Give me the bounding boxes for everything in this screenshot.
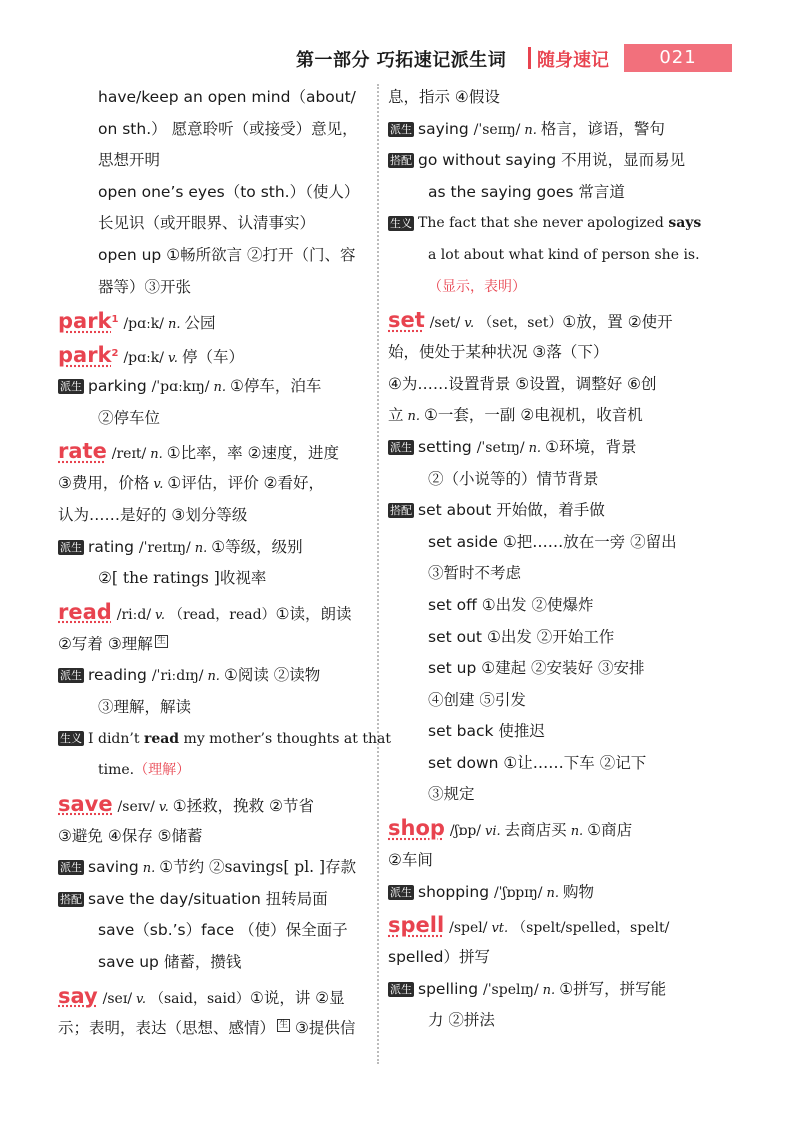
definition: 认为……是好的 ③划分等级 <box>58 505 248 524</box>
definition: （使）保全面子 <box>239 921 348 940</box>
phrase: open one’s eyes（to sth.） <box>98 182 306 201</box>
phrase: have/keep an open mind（about/ <box>98 88 356 106</box>
derived-entry-rating <box>58 532 370 564</box>
definition: ①出发 ②使爆炸 <box>481 595 594 614</box>
page-subtitle: 随身速记 <box>537 50 609 71</box>
headword-entry-park2 <box>58 337 370 371</box>
definition: 开始做，着手做 <box>496 501 605 520</box>
phrase: set back <box>428 722 494 741</box>
collocation-entry <box>388 653 700 685</box>
entry-line <box>58 114 370 146</box>
example-sentence <box>388 240 700 272</box>
definition: 常言道 <box>578 182 625 201</box>
phrase: set down <box>428 753 499 772</box>
part-of-speech: n. <box>407 409 421 425</box>
example-text: a lot about what kind of person she is. <box>428 246 700 263</box>
phrase: save（sb.’s）face <box>98 921 235 940</box>
definition: 去商店买 <box>504 821 567 840</box>
definition: ①出发 ②开始工作 <box>486 627 615 646</box>
collocation-entry <box>388 495 700 527</box>
phrase: save the day/situation <box>88 889 261 908</box>
page-header <box>0 44 800 72</box>
definition: ①节约 ②savings[ pl. ]存款 <box>159 858 357 877</box>
derived-entry-spelling <box>388 974 700 1006</box>
derived-entry-setting <box>388 432 700 464</box>
example-text: time. <box>98 762 135 779</box>
example-sentence <box>388 272 700 304</box>
meaning-tag: 生义 <box>60 732 82 745</box>
definition: 扭转局面 <box>265 889 328 908</box>
definition: 器等）③开张 <box>98 277 192 296</box>
definition: ③费用，价格 <box>58 474 150 493</box>
pronunciation: /ˈseɪɪŋ/ <box>473 121 521 138</box>
collocation-entry <box>388 177 700 209</box>
meaning-tag: 生义 <box>390 216 412 230</box>
pronunciation: /spel/ <box>449 920 488 937</box>
collocation-entry <box>388 145 700 177</box>
example-keyword: says <box>668 215 702 232</box>
part-of-speech: n. <box>194 540 208 556</box>
derived-entry-saving <box>58 852 370 884</box>
derived-entry-saying <box>388 114 700 146</box>
definition: ②[ the ratings ]收视率 <box>98 569 267 588</box>
collocation-entry <box>58 884 370 916</box>
definition: 格言，谚语，警句 <box>540 119 665 138</box>
derived-word: reading <box>88 666 147 685</box>
headword-entry-shop <box>388 811 700 845</box>
collocation-tag: 搭配 <box>390 504 412 518</box>
entry-line <box>58 177 370 209</box>
part-of-speech: n. <box>142 861 156 877</box>
definition: 购物 <box>563 882 595 901</box>
definition: ③暂时不考虑 <box>428 564 522 583</box>
definition: 储蓄，攒钱 <box>163 953 242 972</box>
collocation-entry <box>58 915 370 947</box>
definition: 立 <box>388 406 404 425</box>
part-of-speech: v. <box>136 991 146 1007</box>
definition: 力 ②拼法 <box>428 1011 495 1030</box>
definition: ①把……放在一旁 ②留出 <box>502 532 677 551</box>
phrase: set out <box>428 627 483 646</box>
derived-tag: 派生 <box>390 982 412 996</box>
derived-tag: 派生 <box>60 861 82 875</box>
entry-line <box>388 400 700 432</box>
collocation-entry <box>388 527 700 559</box>
part-of-speech: n. <box>528 440 542 456</box>
derived-word: rating <box>88 537 134 556</box>
definition: 不用说，显而易见 <box>561 151 686 170</box>
part-of-speech: n. <box>524 122 537 138</box>
definition: 长见识（或开眼界、认清事实） <box>98 214 316 233</box>
generated-meaning-marker: 生 <box>156 635 166 646</box>
definition: 使推迟 <box>498 722 545 741</box>
definition: ①读，朗读 <box>275 604 352 623</box>
headword-entry-save <box>58 787 370 821</box>
definition: ①评估，评价 ②看好， <box>167 474 325 493</box>
headword: save <box>58 791 113 816</box>
definition: ①一套，一副 ②电视机，收音机 <box>424 406 643 425</box>
definition: ④为……设置背景 ⑤设置，调整好 ⑥创 <box>388 374 657 393</box>
definition: 示；表明，表达（思想、感情） <box>58 1018 276 1037</box>
part-of-speech: n. <box>213 380 227 396</box>
example-keyword: read <box>143 730 180 747</box>
entry-line <box>58 629 370 661</box>
example-note: （理解） <box>134 762 191 779</box>
phrase: set off <box>428 595 477 614</box>
phrase: set aside <box>428 532 498 551</box>
phrase: save up <box>98 953 159 972</box>
page-title: 第一部分 巧拓速记派生词 <box>296 50 507 71</box>
definition: ①等级，级别 <box>211 537 303 556</box>
definition: ②写着 ③理解 <box>58 634 153 653</box>
collocation-entry <box>388 716 700 748</box>
example-sentence <box>388 208 700 240</box>
entry-line <box>58 403 370 435</box>
entry-line <box>388 779 700 811</box>
example-text: I didn’t <box>88 730 144 747</box>
entry-line <box>388 685 700 717</box>
pronunciation: /ˈreɪtɪŋ/ <box>138 539 191 556</box>
pronunciation: /ˈsetɪŋ/ <box>476 439 525 456</box>
derived-word: saying <box>418 119 469 138</box>
derived-word: spelling <box>418 979 479 998</box>
headword: park <box>58 343 112 368</box>
definition: 停（车） <box>181 348 244 367</box>
collocation-entry <box>388 622 700 654</box>
collocation-entry <box>388 590 700 622</box>
superscript: 1 <box>111 314 119 326</box>
superscript: 2 <box>111 348 119 360</box>
derived-word: shopping <box>418 882 490 901</box>
column-divider <box>377 84 379 1064</box>
definition: ③避免 ④保存 ⑤储蓄 <box>58 826 203 845</box>
pronunciation: /ˈpɑːkɪŋ/ <box>151 379 210 396</box>
entry-line <box>58 468 370 500</box>
part-of-speech: v. <box>168 351 178 367</box>
derived-tag: 派生 <box>390 122 412 136</box>
headword-entry-say <box>58 979 370 1013</box>
entry-line <box>388 558 700 590</box>
definition: ①拯救，挽救 ②节省 <box>172 796 314 815</box>
pronunciation: /ˈʃɒpɪŋ/ <box>493 884 543 901</box>
headword: shop <box>388 816 445 841</box>
entry-line <box>58 240 370 272</box>
headword-entry-park1 <box>58 303 370 337</box>
example-text: The fact that she never apologized <box>418 215 669 232</box>
definition: ①说，讲 ②显 <box>249 988 345 1007</box>
derived-entry-parking <box>58 371 370 403</box>
pronunciation: /pɑːk/ <box>123 350 164 367</box>
pronunciation: /set/ <box>429 315 461 332</box>
entry-line <box>58 145 370 177</box>
definition: ②停车位 <box>98 408 161 427</box>
definition: ①商店 <box>587 821 633 840</box>
verb-forms: （spelt/spelled，spelt/ <box>512 920 670 937</box>
derived-tag: 派生 <box>390 440 412 454</box>
definition: ④创建 ⑤引发 <box>428 690 526 709</box>
example-note: （显示，表明） <box>428 278 526 295</box>
collocation-tag: 搭配 <box>390 154 412 168</box>
entry-line <box>388 369 700 401</box>
definition: spelled）拼写 <box>388 948 490 967</box>
verb-forms: （read，read） <box>168 606 276 623</box>
definition: 公园 <box>184 314 216 333</box>
left-column <box>58 82 391 1044</box>
pronunciation: /reɪt/ <box>111 446 147 463</box>
derived-word: parking <box>88 377 147 396</box>
pronunciation: /seɪv/ <box>117 798 155 815</box>
phrase: set up <box>428 659 477 678</box>
definition: ②（小说等的）情节背景 <box>428 469 599 488</box>
derived-tag: 派生 <box>60 669 82 683</box>
pronunciation: /riːd/ <box>116 606 152 623</box>
pronunciation: /ˈspelɪŋ/ <box>482 981 539 998</box>
entry-line <box>58 82 370 114</box>
verb-forms: （set，set） <box>478 315 563 332</box>
definition: ①建起 ②安装好 ③安排 <box>481 659 645 678</box>
entry-line <box>388 942 700 974</box>
entry-line <box>388 1005 700 1037</box>
part-of-speech: n. <box>546 885 559 901</box>
pronunciation: /pɑːk/ <box>123 316 164 333</box>
part-of-speech: v. <box>153 477 164 493</box>
definition: ①阅读 ②读物 <box>223 666 321 685</box>
example-sentence <box>58 724 391 756</box>
headword: read <box>58 599 112 624</box>
part-of-speech: v. <box>155 607 165 623</box>
generated-meaning-marker: 生 <box>279 1019 289 1030</box>
entry-line <box>58 208 370 240</box>
collocation-tag: 搭配 <box>60 892 82 906</box>
pronunciation: /seɪ/ <box>102 990 133 1007</box>
headword-entry-set <box>388 303 700 337</box>
entry-line <box>58 1013 370 1045</box>
part-of-speech: v. <box>464 316 475 332</box>
pronunciation: /ʃɒp/ <box>449 823 482 840</box>
header-divider <box>528 47 531 69</box>
definition: ①让……下车 ②记下 <box>503 753 647 772</box>
example-sentence <box>58 755 370 787</box>
part-of-speech: n. <box>570 824 584 840</box>
phrase: on sth.） <box>98 119 167 138</box>
entry-line <box>58 821 370 853</box>
headword: spell <box>388 913 445 938</box>
derived-entry-reading <box>58 660 370 692</box>
entry-line <box>58 500 370 532</box>
page-number: 021 <box>624 44 732 72</box>
part-of-speech: n. <box>542 982 556 998</box>
part-of-speech: vi. <box>485 824 501 840</box>
phrase: open up <box>98 245 162 264</box>
verb-forms: （said，said） <box>149 990 250 1007</box>
headword-entry-spell <box>388 908 700 942</box>
collocation-entry <box>58 947 370 979</box>
derived-word: saving <box>88 858 139 877</box>
part-of-speech: v. <box>158 799 169 815</box>
pronunciation: /ˈriːdɪŋ/ <box>151 668 204 685</box>
collocation-entry <box>388 748 700 780</box>
right-column <box>388 82 700 1037</box>
definition: ①环境，背景 <box>545 437 637 456</box>
definition: 始，使处于某种状况 ③落（下） <box>388 343 609 362</box>
phrase: as the saying goes <box>428 182 574 201</box>
definition: ③规定 <box>428 785 475 804</box>
definition: ①比率，率 ②速度，进度 <box>166 444 339 463</box>
derived-entry-shopping <box>388 877 700 909</box>
definition: ①拼写，拼写能 <box>559 979 667 998</box>
headword-entry-read <box>58 595 370 629</box>
entry-line <box>388 845 700 877</box>
definition: 息，指示 ④假设 <box>388 88 500 106</box>
example-text: my mother’s thoughts at that <box>179 730 391 747</box>
definition: ③提供信 <box>294 1018 356 1037</box>
definition: ②车间 <box>388 851 433 870</box>
entry-line <box>388 82 700 114</box>
definition: ③理解，解读 <box>98 697 192 716</box>
part-of-speech: n. <box>207 669 220 685</box>
definition: （使人） <box>305 182 360 201</box>
headword: say <box>58 983 98 1008</box>
headword: set <box>388 308 425 333</box>
entry-line <box>388 337 700 369</box>
derived-tag: 派生 <box>60 380 82 394</box>
headword: park <box>58 309 112 334</box>
part-of-speech: vt. <box>491 921 509 937</box>
definition: 愿意聆听（或接受）意见， <box>171 119 358 138</box>
definition: ①放，置 ②使开 <box>562 313 673 332</box>
headword: rate <box>58 439 107 464</box>
entry-line <box>58 692 370 724</box>
derived-word: setting <box>418 437 472 456</box>
definition: ①畅所欲言 ②打开（门、容 <box>166 245 356 264</box>
entry-line <box>58 563 370 595</box>
part-of-speech: n. <box>150 447 163 463</box>
definition: 思想开明 <box>98 151 161 170</box>
entry-line <box>388 464 700 496</box>
headword-entry-rate <box>58 434 370 468</box>
entry-line <box>58 272 370 304</box>
derived-tag: 派生 <box>60 540 82 554</box>
derived-tag: 派生 <box>390 885 412 899</box>
part-of-speech: n. <box>168 317 181 333</box>
phrase: go without saying <box>418 151 557 170</box>
definition: ①停车，泊车 <box>230 377 322 396</box>
phrase: set about <box>418 501 492 520</box>
